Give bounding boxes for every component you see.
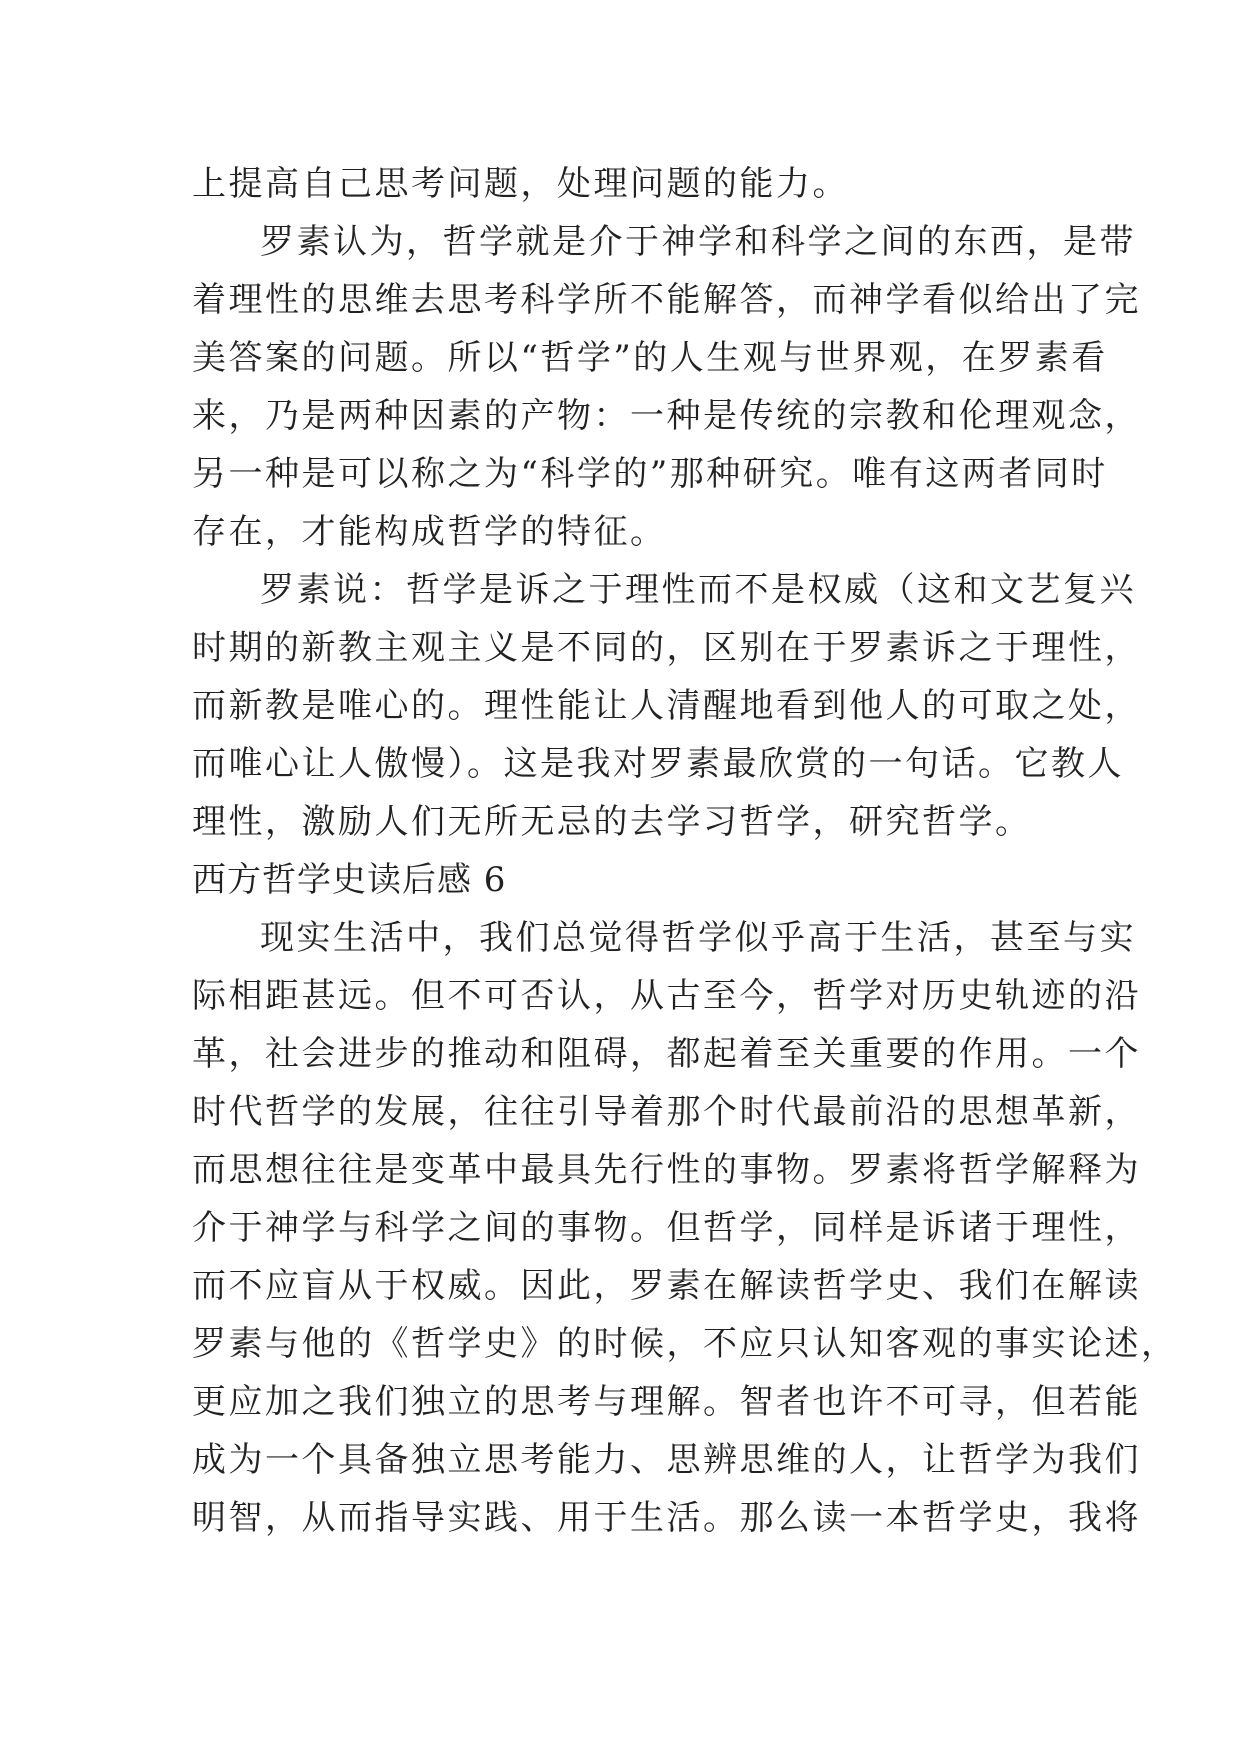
paragraph-line: 介于神学与科学之间的事物。但哲学，同样是诉诸于理性， [192,1208,1141,1248]
paragraph-line: 成为一个具备独立思考能力、思辨思维的人，让哲学为我们 [192,1440,1141,1480]
paragraph-line: 罗素说：哲学是诉之于理性而不是权威（这和文艺复兴 [260,570,1136,610]
paragraph-line: 时期的新教主观主义是不同的，区别在于罗素诉之于理性， [192,628,1141,668]
paragraph-line: 罗素与他的《哲学史》的时候，不应只认知客观的事实论述， [192,1324,1178,1364]
paragraph-line: 而思想往往是变革中最具先行性的事物。罗素将哲学解释为 [192,1150,1141,1190]
section-heading: 西方哲学史读后感 6 [192,860,507,900]
paragraph-line: 另一种是可以称之为“科学的”那种研究。唯有这两者同时 [192,454,1108,494]
paragraph-line: 罗素认为，哲学就是介于神学和科学之间的东西，是带 [260,222,1136,262]
paragraph-line: 理性，激励人们无所无忌的去学习哲学，研究哲学。 [192,802,1032,842]
paragraph-line: 上提高自己思考问题，处理问题的能力。 [192,164,849,204]
document-body [192,155,1178,1547]
paragraph-line: 着理性的思维去思考科学所不能解答，而神学看似给出了完 [192,280,1141,320]
paragraph-line: 来，乃是两种因素的产物：一种是传统的宗教和伦理观念， [192,396,1141,436]
paragraph-line: 革，社会进步的推动和阻碍，都起着至关重要的作用。一个 [192,1034,1141,1074]
paragraph-line: 际相距甚远。但不可否认，从古至今，哲学对历史轨迹的沿 [192,976,1141,1016]
paragraph-line: 明智，从而指导实践、用于生活。那么读一本哲学史，我将 [192,1498,1141,1538]
paragraph-line: 美答案的问题。所以“哲学”的人生观与世界观，在罗素看 [192,338,1108,378]
paragraph-line: 时代哲学的发展，往往引导着那个时代最前沿的思想革新， [192,1092,1141,1132]
paragraph-line: 而不应盲从于权威。因此，罗素在解读哲学史、我们在解读 [192,1266,1141,1306]
paragraph-line: 存在，才能构成哲学的特征。 [192,512,667,552]
paragraph-line: 更应加之我们独立的思考与理解。智者也许不可寻，但若能 [192,1382,1141,1422]
paragraph-line: 而新教是唯心的。理性能让人清醒地看到他人的可取之处， [192,686,1141,726]
paragraph-line: 现实生活中，我们总觉得哲学似乎高于生活，甚至与实 [260,918,1136,958]
paragraph-line: 而唯心让人傲慢）。这是我对罗素最欣赏的一句话。它教人 [192,744,1124,784]
